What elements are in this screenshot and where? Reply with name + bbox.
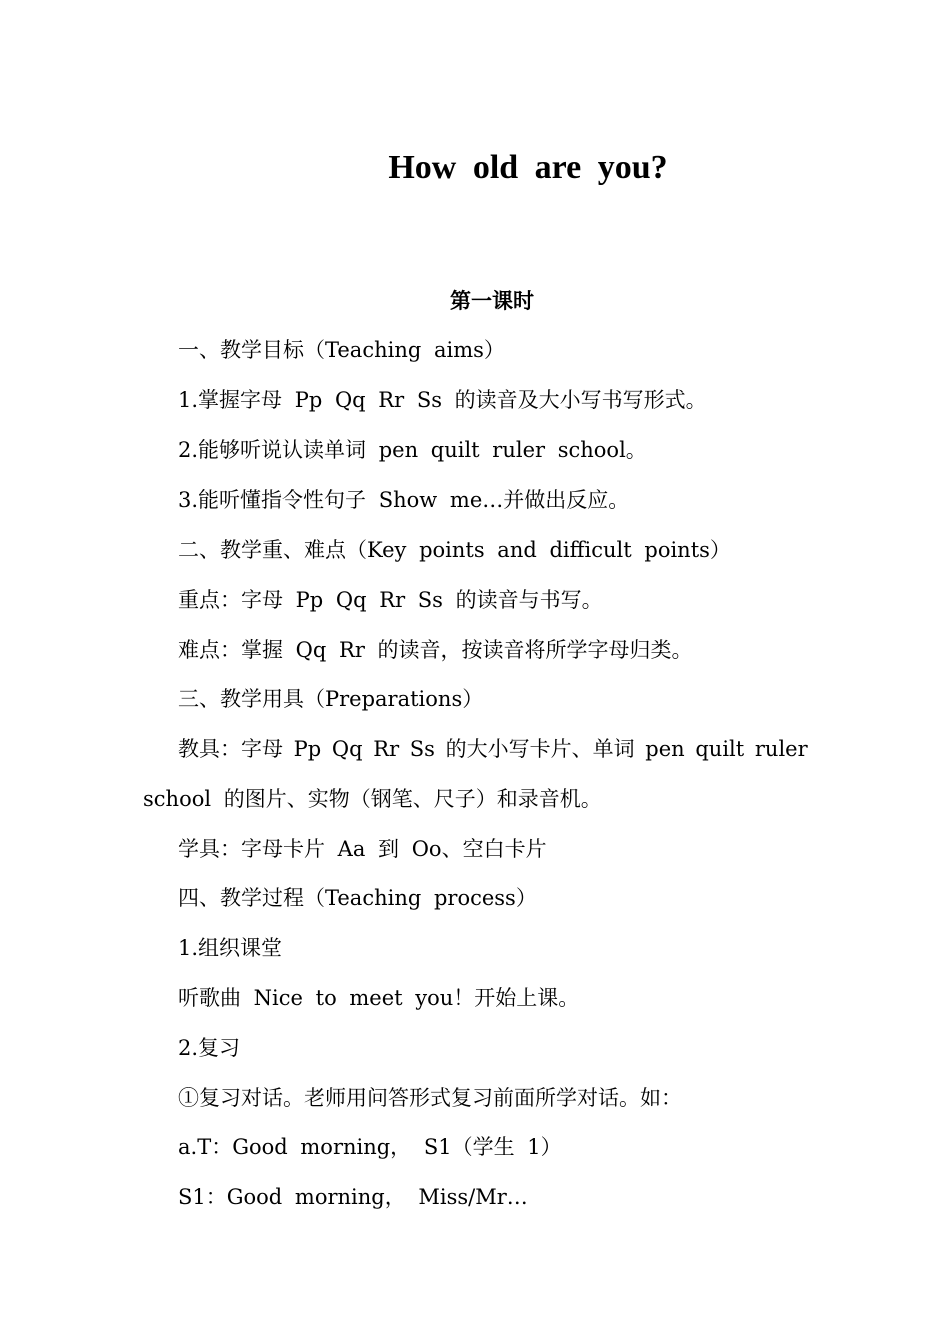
difficult-point-line: 难点：掌握 Qq Rr 的读音，按读音将所学字母归类。	[178, 638, 693, 662]
student-aids-line: 学具：字母卡片 Aa 到 Oo、空白卡片	[178, 837, 547, 861]
section-heading-process: 四、教学过程（Teaching process）	[178, 886, 537, 910]
teaching-aids-continuation: school 的图片、实物（钢笔、尺子）和录音机。	[143, 787, 602, 811]
section-heading-aims: 一、教学目标（Teaching aims）	[178, 338, 505, 362]
aim-item-3: 3.能听懂指令性句子 Show me…并做出反应。	[178, 488, 630, 512]
section-heading-key-points: 二、教学重、难点（Key points and difficult points）	[178, 538, 731, 562]
process-step-2: 2.复习	[178, 1036, 241, 1060]
aim-item-2: 2.能够听说认读单词 pen quilt ruler school。	[178, 438, 647, 462]
lesson-heading: 第一课时	[450, 289, 534, 313]
teaching-aids-line: 教具：字母 Pp Qq Rr Ss 的大小写卡片、单词 pen quilt ruler	[178, 737, 808, 761]
document-title: How old are you?	[388, 149, 668, 186]
section-heading-preparations: 三、教学用具（Preparations）	[178, 687, 484, 711]
process-step-1-detail: 听歌曲 Nice to meet you！开始上课。	[178, 986, 580, 1010]
process-step-1: 1.组织课堂	[178, 936, 283, 960]
dialogue-line-teacher: a.T：Good morning， S1（学生 1）	[178, 1135, 562, 1159]
key-point-line: 重点：字母 Pp Qq Rr Ss 的读音与书写。	[178, 588, 603, 612]
dialogue-line-student: S1：Good morning， Miss/Mr…	[178, 1185, 528, 1209]
aim-item-1: 1.掌握字母 Pp Qq Rr Ss 的读音及大小写书写形式。	[178, 388, 707, 412]
review-instruction: ①复习对话。老师用问答形式复习前面所学对话。如：	[178, 1086, 682, 1110]
